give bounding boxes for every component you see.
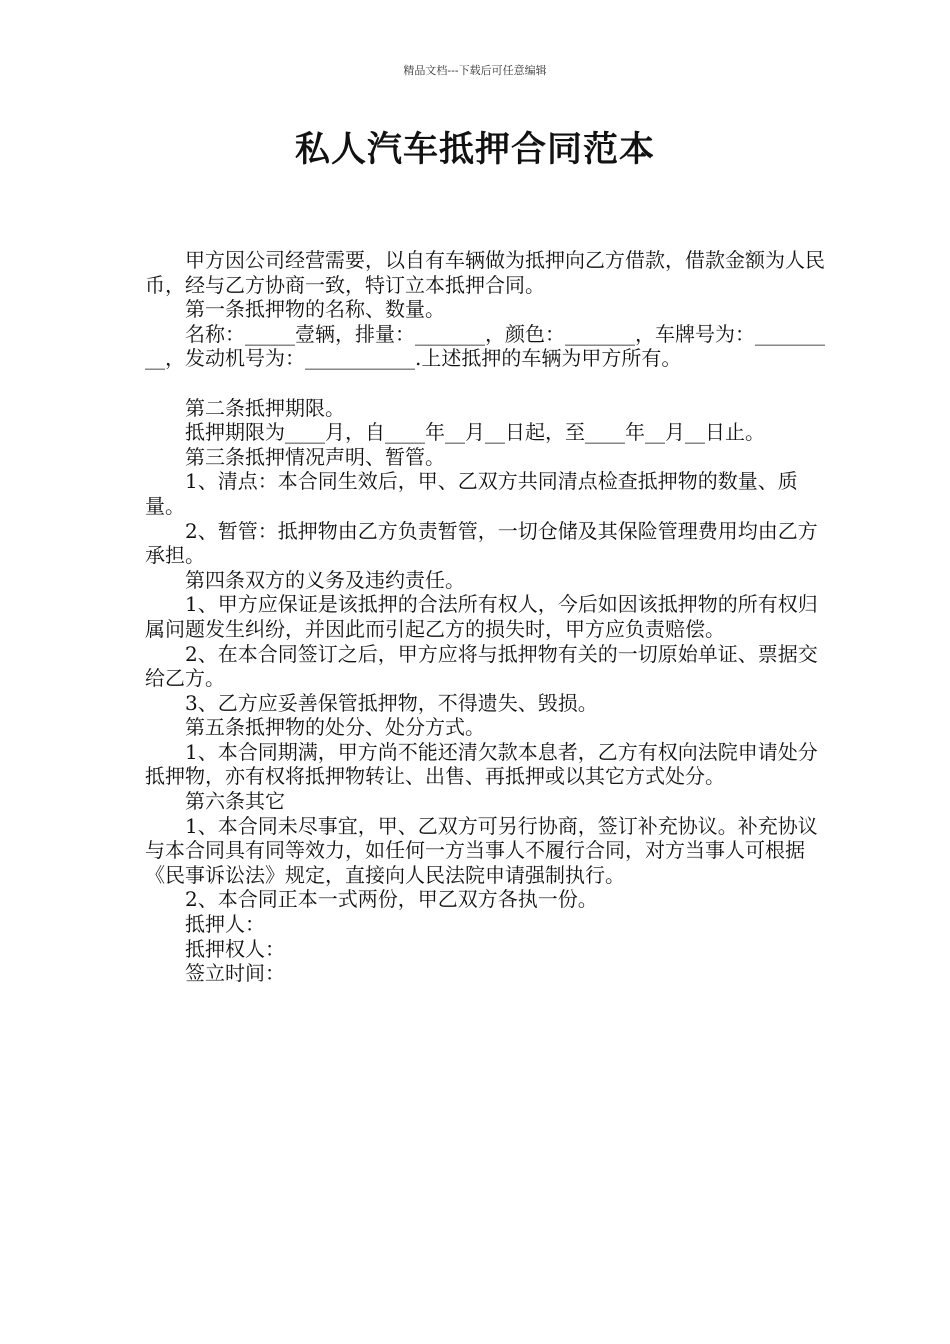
article-4-clause-2: 2、在本合同签订之后，甲方应将与抵押物有关的一切原始单证、票据交给乙方。 [145, 641, 818, 691]
article-3-clause-1: 1、清点：本合同生效后，甲、乙双方共同清点检查抵押物的数量、质量。 [145, 469, 798, 518]
article-1-content: 名称：_____壹辆，排量：_______，颜色：_______，车牌号为：_________，发动机号为：___________.上述抵押的车辆为甲方所有。 [145, 321, 825, 371]
article-4-clause-1: 1、甲方应保证是该抵押的合法所有权人，今后如因该抵押物的所有权归属问题发生纠纷，并因此而引起乙方的损失时，甲方应负责赔偿。 [145, 592, 818, 641]
article-1-heading: 第一条抵押物的名称、数量。 [185, 297, 445, 322]
article-6-clause-2: 2、本合同正本一式两份，甲乙双方各执一份。 [185, 887, 598, 912]
article-5-heading: 第五条抵押物的处分、处分方式。 [185, 715, 485, 740]
signature-mortgagor: 抵押人： [185, 912, 265, 937]
article-5-clause-1: 1、本合同期满，甲方尚不能还清欠款本息者，乙方有权向法院申请处分抵押物，亦有权将抵押物转让、出售、再抵押或以其它方式处分。 [145, 739, 818, 789]
page-header: 精品文档---下载后可任意编辑 [403, 64, 547, 77]
document-body [145, 248, 825, 986]
article-3-heading: 第三条抵押情况声明、暂管。 [185, 444, 445, 469]
signature-date: 签立时间： [185, 961, 285, 986]
article-2-heading: 第二条抵押期限。 [185, 395, 345, 420]
article-3-clause-2: 2、暂管：抵押物由乙方负责暂管，一切仓储及其保险管理费用均由乙方承担。 [145, 518, 818, 568]
article-6-clause-1: 1、本合同未尽事宜，甲、乙双方可另行协商，签订补充协议。补充协议与本合同具有同等效力，如任何一方当事人不履行合同，对方当事人可根据《民事诉讼法》规定，直接向人民法院申请强制执行。 [145, 813, 818, 887]
document-title: 私人汽车抵押合同范本 [294, 130, 655, 170]
article-4-heading: 第四条双方的义务及违约责任。 [185, 567, 465, 592]
article-4-clause-3: 3、乙方应妥善保管抵押物，不得遗失、毁损。 [185, 690, 598, 715]
article-2-content: 抵押期限为____月，自____年__月__日起，至____年__月__日止。 [185, 420, 765, 445]
signature-mortgagee: 抵押权人： [185, 936, 285, 961]
intro-paragraph: 甲方因公司经营需要，以自有车辆做为抵押向乙方借款，借款金额为人民币，经与乙方协商一致，特订立本抵押合同。 [145, 248, 825, 297]
article-6-heading: 第六条其它 [185, 789, 285, 814]
